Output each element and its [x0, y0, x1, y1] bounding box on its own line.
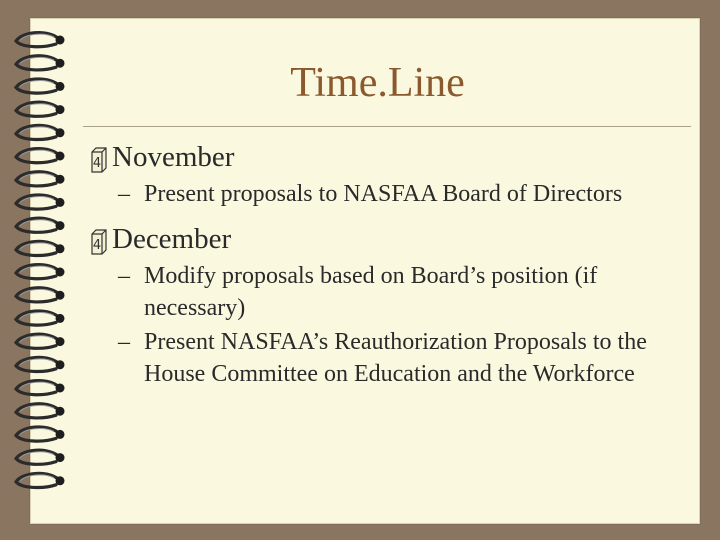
- sub-item: [86, 326, 686, 390]
- svg-text:4: 4: [92, 156, 102, 171]
- cube-4-icon: [86, 140, 112, 174]
- spiral-ring-icon: [16, 450, 65, 464]
- spiral-ring-icon: [16, 381, 65, 395]
- bullet-december: [86, 222, 686, 256]
- spiral-ring-icon: [16, 125, 65, 139]
- dash-marker: –: [118, 181, 130, 207]
- spiral-ring-icon: [16, 311, 65, 325]
- slide-title: Time.Line: [290, 60, 465, 106]
- spiral-ring-icon: [16, 427, 65, 441]
- spiral-ring-icon: [16, 473, 65, 487]
- svg-text:4: 4: [92, 238, 102, 253]
- title-divider: [83, 126, 691, 127]
- bullet-label: November: [112, 141, 235, 173]
- slide-content: [86, 140, 686, 392]
- spiral-ring-icon: [16, 56, 65, 70]
- spiral-binding: [0, 0, 80, 540]
- spiral-ring-icon: [16, 288, 65, 302]
- bullet-label: December: [112, 223, 232, 255]
- bullet-november: [86, 140, 686, 174]
- spiral-ring-icon: [16, 404, 65, 418]
- sub-item-text: Present proposals to NASFAA Board of Directors: [144, 181, 623, 207]
- spiral-ring-icon: [16, 79, 65, 93]
- sub-item: [86, 260, 686, 324]
- spiral-ring-icon: [16, 265, 65, 279]
- spiral-ring-icon: [16, 149, 65, 163]
- cube-4-icon: [86, 222, 112, 256]
- sub-item: [86, 178, 686, 210]
- spiral-ring-icon: [16, 102, 65, 116]
- spiral-ring-icon: [16, 218, 65, 232]
- spiral-ring-icon: [16, 241, 65, 255]
- dash-marker: –: [118, 329, 130, 355]
- sub-item-text: Modify proposals based on Board’s position (if necessary): [144, 263, 598, 321]
- spiral-ring-icon: [16, 334, 65, 348]
- spiral-ring-icon: [16, 172, 65, 186]
- spiral-ring-icon: [16, 195, 65, 209]
- sub-item-text: Present NASFAA’s Reauthorization Proposals to the House Committee on Education and the Workforce: [144, 329, 647, 387]
- spiral-ring-icon: [16, 357, 65, 371]
- spiral-ring-icon: [16, 33, 65, 47]
- dash-marker: –: [118, 263, 130, 289]
